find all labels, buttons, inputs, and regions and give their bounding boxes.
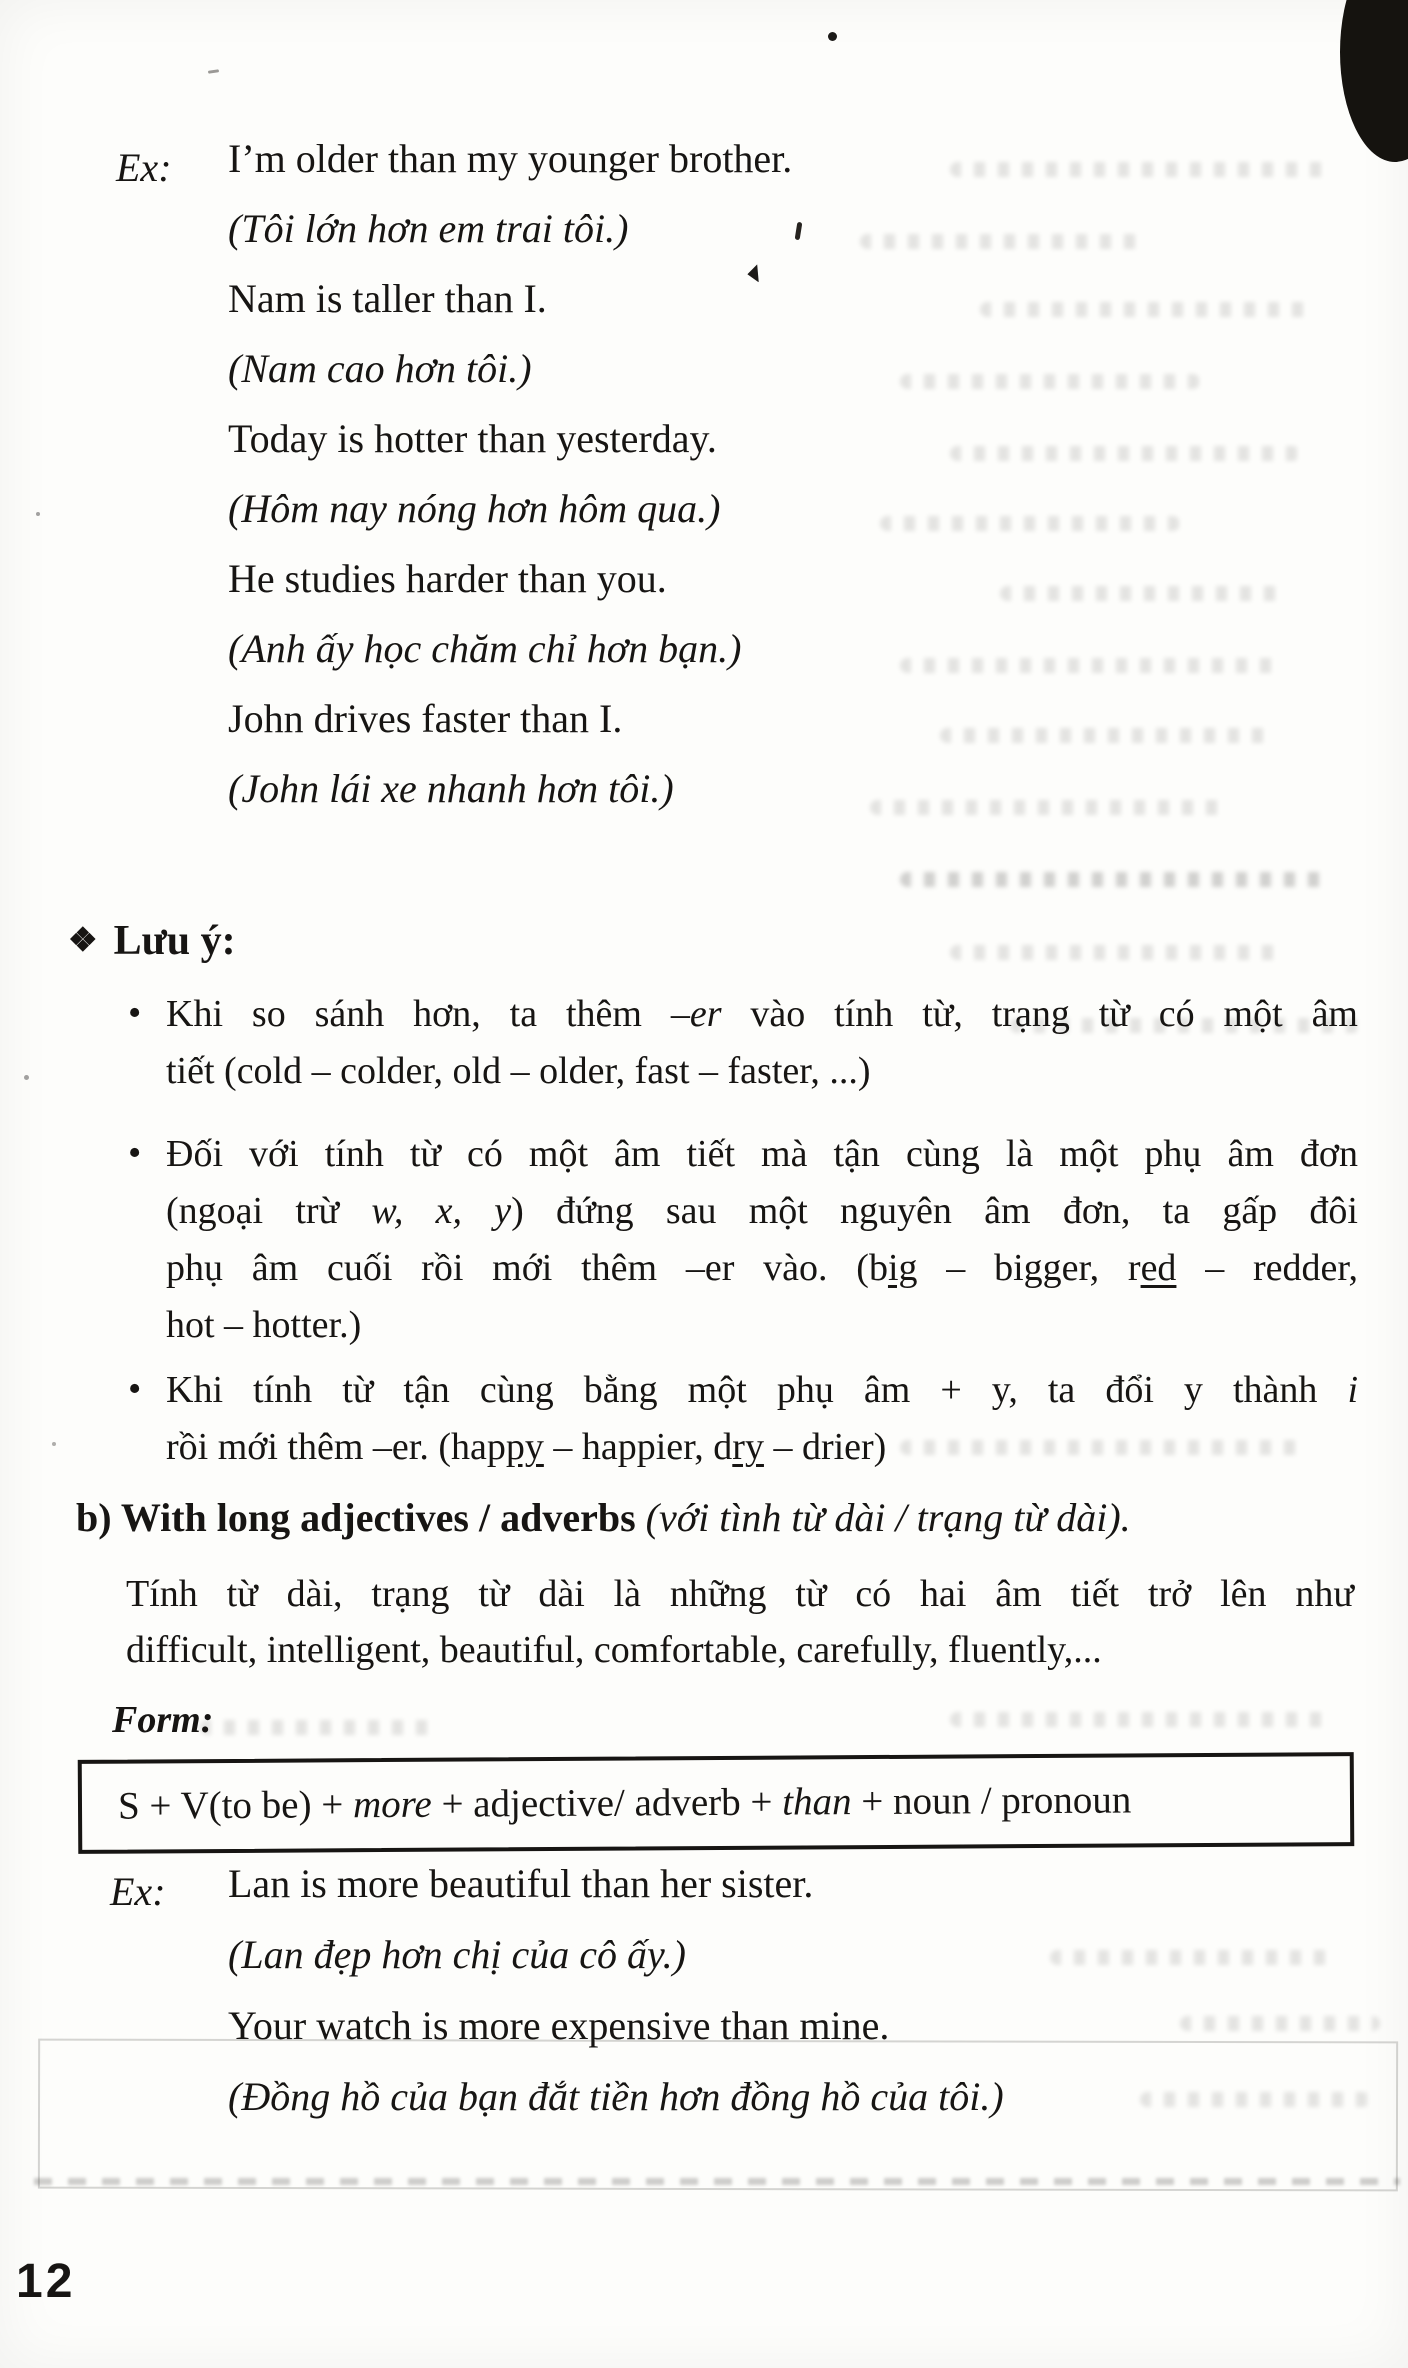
text-segment: Tính từ dài, trạng từ dài là những từ có hai âm tiết trở lên như xyxy=(126,1573,1354,1615)
scan-tick-artifact xyxy=(795,222,803,241)
text-segment: Khi tính từ tận cùng bằng một phụ âm + y, ta đổi y thành xyxy=(166,1369,1348,1411)
text-line xyxy=(228,124,792,194)
text-segment: – drier) xyxy=(763,1426,887,1468)
bleed-through-smudge xyxy=(860,234,1140,249)
bullet-dot-icon: • xyxy=(128,992,142,1034)
bleed-through-smudge xyxy=(870,800,1230,815)
bleed-through-smudge xyxy=(950,945,1280,960)
note-heading-label: Lưu ý: xyxy=(113,918,236,964)
example-label: Ex: xyxy=(116,145,172,190)
bleed-through-smudge xyxy=(900,374,1200,389)
text-segment: py xyxy=(505,1426,544,1468)
text-segment: ry xyxy=(732,1426,764,1468)
bullet-text xyxy=(166,986,1358,1100)
text-segment: (Nam cao hơn tôi.) xyxy=(228,346,532,391)
form-label: Form: xyxy=(112,1699,214,1741)
text-segment: tiết (cold – colder, old – older, fast – faster, ...) xyxy=(166,1050,871,1092)
text-line xyxy=(228,684,792,754)
text-segment: (Hôm nay nóng hơn hôm qua.) xyxy=(228,486,721,531)
text-segment: He studies harder than you. xyxy=(228,556,667,601)
text-line xyxy=(166,1362,1358,1419)
text-segment: (Lan đẹp hơn chị của cô ấy.) xyxy=(228,1932,686,1977)
text-segment: Lan is more beautiful than her sister. xyxy=(228,1861,814,1906)
page-corner-curl-artifact xyxy=(1340,0,1408,162)
text-segment: (Tôi lớn hơn em trai tôi.) xyxy=(228,206,629,251)
ink-speck xyxy=(52,1442,56,1446)
text-segment: ed xyxy=(1140,1247,1177,1289)
text-segment: Đối với tính từ có một âm tiết mà tận cùng là một phụ âm đơn xyxy=(166,1133,1358,1175)
formula-box xyxy=(78,1752,1355,1854)
bullet-text xyxy=(166,1362,1358,1476)
text-segment: (John lái xe nhanh hơn tôi.) xyxy=(228,766,674,811)
example-label: Ex: xyxy=(110,1869,166,1914)
bleed-through-smudge xyxy=(1180,2016,1380,2031)
text-segment: Nam is taller than I. xyxy=(228,276,547,321)
bleed-through-line xyxy=(34,2178,1400,2185)
text-segment: difficult, intelligent, beautiful, comfortable, carefully, fluently,... xyxy=(126,1629,1102,1671)
text-segment: than xyxy=(782,1780,852,1824)
text-line xyxy=(166,1419,1358,1476)
text-segment: + adjective/ adverb + xyxy=(431,1780,783,1826)
text-segment: hot – hotter.) xyxy=(166,1304,362,1346)
text-line xyxy=(228,1919,1004,1990)
bleed-through-smudge xyxy=(980,302,1310,317)
text-segment: + noun / pronoun xyxy=(851,1778,1132,1824)
text-line xyxy=(228,614,792,684)
text-line xyxy=(228,404,792,474)
text-segment: more xyxy=(352,1782,432,1827)
text-segment: i xyxy=(1347,1369,1358,1411)
example-sentences-top xyxy=(228,124,792,824)
bleed-through-smudge xyxy=(880,516,1180,531)
bullet-text xyxy=(166,1126,1358,1354)
text-segment: b) With long adjectives / adverbs xyxy=(76,1495,646,1540)
bleed-through-smudge xyxy=(950,1712,1330,1727)
text-segment: Today is hotter than yesterday. xyxy=(228,416,717,461)
text-segment: I’m older than my younger brother. xyxy=(228,136,793,181)
text-segment: w, x, y xyxy=(371,1190,512,1232)
ink-speck xyxy=(36,512,40,516)
text-line xyxy=(166,1183,1358,1240)
text-line xyxy=(166,1297,1358,1354)
text-segment: (Đồng hồ của bạn đắt tiền hơn đồng hồ của tôi.) xyxy=(228,2074,1004,2119)
text-segment: (ngoại trừ xyxy=(166,1190,372,1232)
scan-dash-artifact xyxy=(208,69,219,74)
bleed-through-smudge xyxy=(1000,586,1280,601)
text-segment: vào tính từ, trạng từ có một âm xyxy=(721,993,1358,1035)
bleed-through-smudge xyxy=(950,162,1330,177)
text-segment: – redder, xyxy=(1176,1247,1358,1289)
bleed-through-smudge xyxy=(950,446,1300,461)
text-segment: S + V(to be) + xyxy=(117,1783,354,1828)
text-line xyxy=(228,754,792,824)
text-segment: ) đứng sau một nguyên âm đơn, ta gấp đôi xyxy=(511,1190,1358,1232)
bullet-dot-icon: • xyxy=(128,1368,142,1410)
page-number: 12 xyxy=(16,2255,76,2308)
text-segment: (với tình từ dài / trạng từ dài). xyxy=(645,1495,1131,1540)
section-b-heading xyxy=(76,1494,1131,1542)
text-line xyxy=(126,1622,1354,1678)
text-line xyxy=(166,1240,1358,1297)
bleed-through-smudge xyxy=(200,1720,440,1735)
text-line xyxy=(126,1566,1354,1622)
diamond-bullet-icon: ❖ xyxy=(68,923,98,959)
text-segment: Your watch is more expensive than mine. xyxy=(228,2003,890,2048)
text-line xyxy=(228,474,792,544)
text-segment: John drives faster than I. xyxy=(228,696,623,741)
bleed-through-smudge xyxy=(900,658,1280,673)
bleed-through-smudge xyxy=(1050,1950,1330,1965)
ink-speck xyxy=(828,32,837,41)
text-line xyxy=(166,986,1358,1043)
text-line xyxy=(228,264,792,334)
bleed-through-smudge xyxy=(900,872,1330,887)
text-line xyxy=(228,544,792,614)
bleed-through-smudge xyxy=(940,728,1270,743)
text-segment: (Anh ấy học chăm chỉ hơn bạn.) xyxy=(228,626,742,671)
section-b-body xyxy=(126,1566,1354,1678)
text-segment: ig xyxy=(887,1247,918,1289)
comparative-formula xyxy=(118,1757,1132,1849)
text-line xyxy=(228,334,792,404)
text-segment: – bigger, r xyxy=(917,1247,1141,1289)
text-line xyxy=(228,1848,1004,1919)
ink-speck xyxy=(24,1075,29,1080)
text-line xyxy=(166,1043,1358,1100)
text-segment: phụ âm cuối rồi mới thêm –er vào. (b xyxy=(166,1247,888,1289)
text-segment: rồi mới thêm –er. (hap xyxy=(166,1426,506,1468)
bullet-dot-icon: • xyxy=(128,1132,142,1174)
bleed-through-box xyxy=(38,2039,1398,2192)
text-segment: –er xyxy=(670,993,722,1035)
text-segment: Khi so sánh hơn, ta thêm xyxy=(166,993,671,1035)
text-line xyxy=(228,194,792,264)
note-heading xyxy=(68,918,236,964)
text-line xyxy=(166,1126,1358,1183)
text-segment: – happier, d xyxy=(543,1426,733,1468)
